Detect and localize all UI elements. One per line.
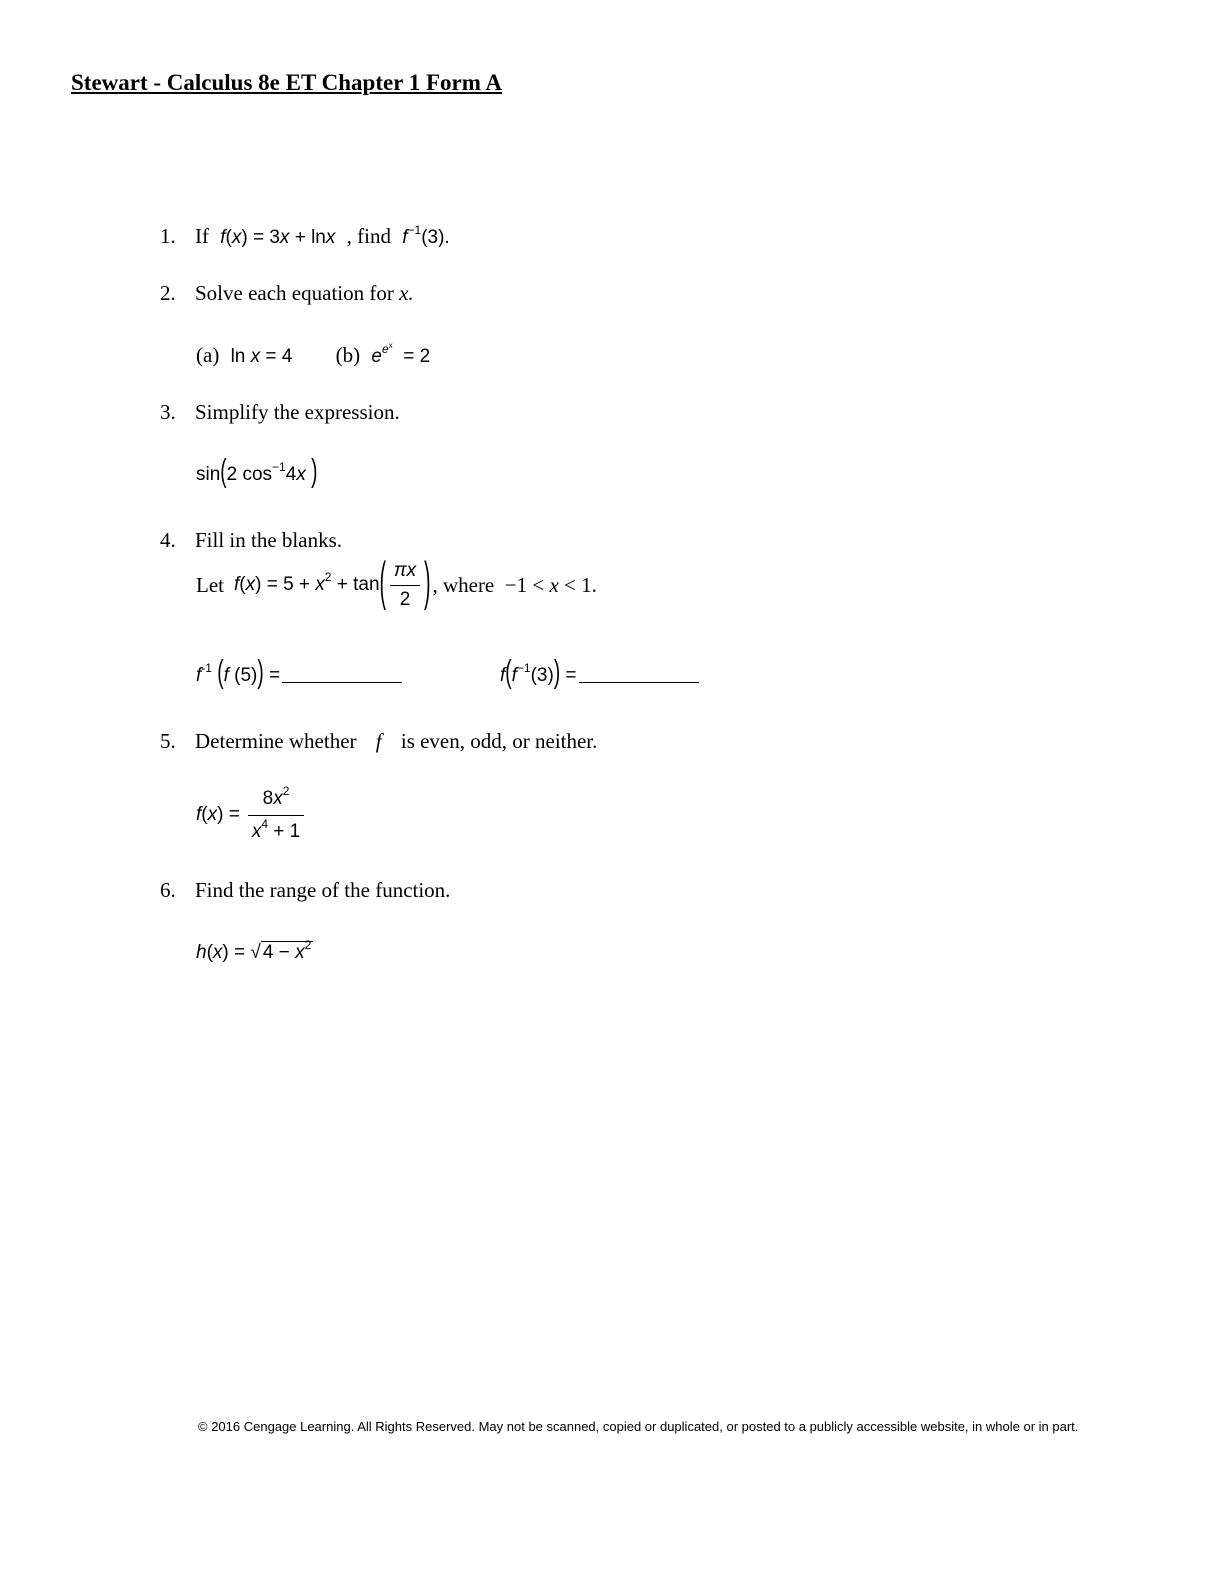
question-5 bbox=[160, 727, 597, 755]
right-paren: ) bbox=[424, 554, 431, 613]
fraction: $\frac{\pi x}{2}$ bbox=[390, 557, 420, 614]
question-number: 1. bbox=[160, 224, 176, 248]
question-2-parts bbox=[196, 341, 430, 371]
part-a-equation: ln x = 4 bbox=[230, 346, 293, 367]
question-1 bbox=[160, 222, 450, 252]
left-paren: ( bbox=[379, 554, 386, 613]
function-lhs: f(x) = bbox=[196, 804, 240, 825]
function-lhs: h(x) = bbox=[196, 942, 251, 963]
question-number: 6. bbox=[160, 878, 176, 902]
function-definition: f(x) = 3x + lnx bbox=[220, 227, 336, 248]
question-text: is even, odd, or neither. bbox=[400, 729, 598, 753]
question-text: Fill in the blanks. bbox=[195, 528, 342, 552]
inverse-expression: $f^{-1}(3)$. bbox=[402, 223, 450, 248]
question-6-function bbox=[196, 939, 313, 967]
part-b-label: (b) bbox=[335, 343, 361, 367]
radicand: $4 - x^2$ bbox=[262, 938, 312, 963]
part-b-equation: $e^{e^x} = 2$ bbox=[371, 341, 431, 367]
question-number: 2. bbox=[160, 281, 176, 305]
question-6 bbox=[160, 876, 450, 904]
question-text: Find the range of the function. bbox=[195, 878, 451, 902]
question-text: , find bbox=[346, 224, 391, 248]
question-text: Solve each equation for bbox=[195, 281, 394, 305]
question-5-function bbox=[196, 784, 304, 846]
question-number: 3. bbox=[160, 400, 176, 424]
sqrt-icon: √ bbox=[250, 942, 261, 963]
question-text: Simplify the expression. bbox=[195, 400, 400, 424]
fraction: $\frac{8x^2}{x^4 + 1}$ bbox=[248, 785, 304, 846]
blank-2: $f(f^{-1}(3))$ = bbox=[500, 660, 699, 690]
question-3 bbox=[160, 398, 400, 426]
question-2 bbox=[160, 279, 414, 307]
answer-blank[interactable] bbox=[579, 664, 699, 683]
copyright-footer: © 2016 Cengage Learning. All Rights Reserved. May not be scanned, copied or duplicated, or posted to a publicly accessible website, in whole or in part. bbox=[198, 1419, 1079, 1434]
question-number: 5. bbox=[160, 729, 176, 753]
function-definition: $f(x) = 5 + x^2 + \tan$ bbox=[233, 570, 380, 595]
question-4 bbox=[160, 526, 342, 554]
variable: x. bbox=[399, 281, 414, 305]
where-clause: , where −1 < x < 1. bbox=[432, 573, 597, 597]
blank-1: $f^{-1}$ (f (5)) = bbox=[196, 660, 402, 690]
question-4-function bbox=[196, 553, 597, 617]
question-text: Determine whether bbox=[195, 729, 357, 753]
sin-function: sin bbox=[196, 464, 221, 485]
part-a-label: (a) bbox=[196, 343, 220, 367]
let-label: Let bbox=[196, 573, 224, 597]
question-number: 4. bbox=[160, 528, 176, 552]
answer-blank[interactable] bbox=[282, 664, 402, 683]
question-3-expression: sin(2 $\cos^{-1}4x$ ) bbox=[196, 454, 318, 490]
question-text: If bbox=[195, 224, 209, 248]
page-title: Stewart - Calculus 8e ET Chapter 1 Form A bbox=[71, 70, 503, 95]
function-variable: f bbox=[375, 729, 382, 753]
